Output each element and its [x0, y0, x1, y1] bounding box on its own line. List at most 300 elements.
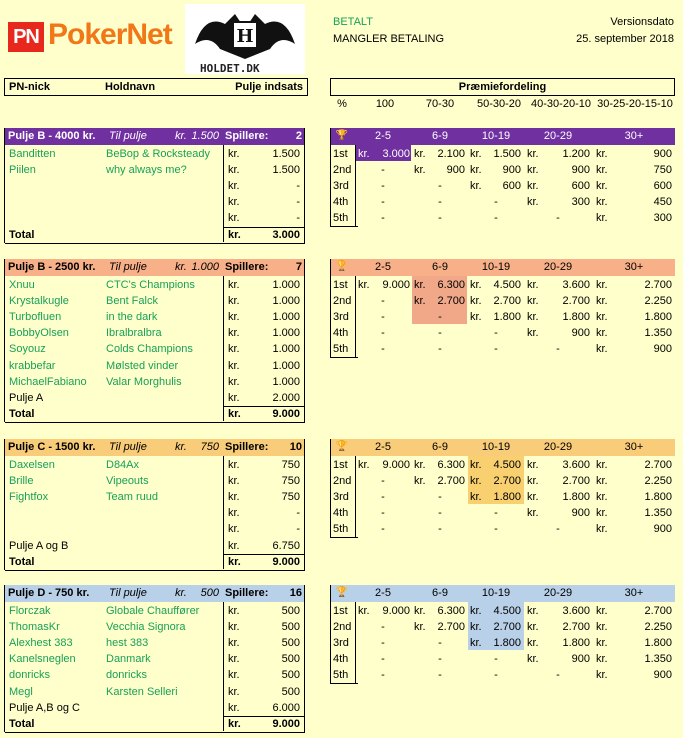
place-label: 3rd	[333, 311, 349, 324]
prize-empty: -	[438, 180, 442, 193]
team-name: Mølsted vinder	[106, 359, 179, 372]
amount-kr: kr.	[228, 311, 240, 324]
total-label: Total	[9, 717, 35, 730]
split-70-30: 70-30	[425, 98, 455, 110]
prize-value: 1.350	[644, 507, 672, 520]
prize-empty: -	[381, 669, 385, 682]
prize-kr: kr.	[414, 459, 426, 471]
total-underline	[5, 732, 305, 733]
player-nick: Kanelsneglen	[9, 653, 76, 666]
prize-value: 2.700	[493, 475, 521, 488]
prize-kr: kr.	[358, 605, 370, 617]
prize-value: 3.000	[382, 148, 410, 160]
prize-value: 9.000	[382, 459, 410, 471]
team-name: Vipeouts	[106, 475, 149, 488]
bracket-20-29: 20-29	[543, 587, 573, 599]
col-divider	[223, 145, 224, 242]
player-nick: Banditten	[9, 148, 56, 160]
total-label: Total	[9, 228, 35, 241]
amount-value: 750	[281, 491, 300, 504]
prize-empty: -	[438, 523, 442, 536]
player-nick: Turbofluen	[9, 311, 62, 324]
trophy-icon: 🏆	[335, 441, 349, 452]
amount-value: 500	[281, 605, 300, 617]
player-nick: Pulje A,B og C	[9, 701, 80, 714]
team-name: in the dark	[106, 311, 158, 324]
prize-empty: -	[381, 491, 385, 504]
prize-value: 2.700	[493, 295, 521, 308]
prize-kr: kr.	[414, 295, 426, 308]
prize-kr: kr.	[596, 491, 608, 504]
prize-value: 300	[571, 196, 590, 209]
prize-empty: -	[494, 669, 498, 682]
amount-value: -	[296, 196, 300, 209]
col-divider	[4, 585, 5, 732]
prize-value: 2.700	[644, 605, 672, 617]
til-pulje-kr: kr.	[175, 261, 187, 273]
amount-kr: kr.	[228, 523, 240, 536]
prize-value: 6.300	[437, 279, 465, 291]
amount-kr: kr.	[228, 212, 240, 225]
trophy-icon: 🏆	[335, 130, 349, 141]
prize-value: 450	[653, 196, 672, 209]
team-name: Globale Chauffører	[106, 605, 200, 617]
prize-empty: -	[381, 212, 385, 225]
prize-kr: kr.	[470, 475, 482, 488]
prize-empty: -	[381, 637, 385, 650]
team-name: Ibralbralbra	[106, 327, 162, 340]
prize-kr: kr.	[527, 605, 539, 617]
prize-kr: kr.	[414, 621, 426, 634]
team-name: BeBop & Rocksteady	[106, 148, 210, 160]
prize-kr: kr.	[596, 311, 608, 324]
team-name: D84Ax	[106, 459, 140, 471]
prize-kr: kr.	[596, 196, 608, 209]
col-divider	[304, 585, 305, 732]
prize-kr: kr.	[527, 475, 539, 488]
prize-kr: kr.	[596, 295, 608, 308]
amount-kr: kr.	[228, 475, 240, 488]
prize-value: 1.800	[562, 637, 590, 650]
bracket-2-5: 2-5	[375, 261, 391, 273]
prize-split-row	[330, 96, 675, 112]
prize-value: 1.800	[562, 311, 590, 324]
player-nick: Piilen	[9, 164, 36, 177]
players-label: Spillere:	[225, 261, 269, 273]
amount-value: 750	[281, 459, 300, 471]
prize-value: 900	[653, 148, 672, 160]
prize-value: 600	[653, 180, 672, 193]
player-nick: Daxelsen	[9, 459, 55, 471]
pct-label: %	[337, 98, 347, 110]
place-label: 4th	[333, 653, 349, 666]
til-pulje-label: Til pulje	[109, 587, 147, 599]
prize-value: 900	[571, 164, 590, 177]
total-underline	[5, 422, 305, 423]
prize-value: 600	[571, 180, 590, 193]
prize-value: 900	[653, 343, 672, 356]
prize-empty: -	[381, 523, 385, 536]
prize-kr: kr.	[596, 279, 608, 291]
bracket-6-9: 6-9	[432, 587, 448, 599]
prize-kr: kr.	[527, 621, 539, 634]
pool-header-bar	[5, 128, 305, 145]
prize-empty: -	[381, 621, 385, 634]
amount-kr: kr.	[228, 359, 240, 372]
prize-kr: kr.	[527, 327, 539, 340]
total-label: Total	[9, 555, 35, 568]
prize-kr: kr.	[414, 148, 426, 160]
prize-empty: -	[438, 311, 442, 324]
bracket-30+: 30+	[624, 130, 644, 142]
prize-kr: kr.	[596, 180, 608, 193]
bracket-30+: 30+	[624, 261, 644, 273]
prize-value: 2.700	[437, 621, 465, 634]
holdet-label: HOLDET.DK	[200, 62, 260, 75]
column-header	[4, 78, 308, 96]
player-nick: Xnuu	[9, 279, 35, 291]
amount-kr: kr.	[228, 621, 240, 634]
amount-kr: kr.	[228, 375, 240, 388]
players-count: 16	[289, 587, 302, 599]
total-value: 9.000	[272, 717, 300, 730]
col-divider	[223, 602, 224, 731]
prize-empty: -	[494, 523, 498, 536]
amount-kr: kr.	[228, 605, 240, 617]
place-label: 4th	[333, 196, 349, 209]
prize-kr: kr.	[596, 164, 608, 177]
prize-empty: -	[438, 343, 442, 356]
place-label: 2nd	[333, 475, 352, 488]
player-nick: Fightfox	[9, 491, 49, 504]
til-pulje-kr: kr.	[175, 130, 187, 142]
player-nick: donricks	[9, 669, 50, 682]
legend-paid: BETALT	[333, 16, 373, 28]
prize-empty: -	[438, 212, 442, 225]
pokernet-logo-text: PokerNet	[48, 18, 172, 51]
player-nick: Pulje A og B	[9, 539, 69, 552]
player-nick: Megl	[9, 685, 33, 698]
bracket-30+: 30+	[624, 587, 644, 599]
col-divider	[4, 259, 5, 422]
prize-kr: kr.	[596, 327, 608, 340]
player-nick: MichaelFabiano	[9, 375, 87, 388]
prize-value: 2.250	[644, 475, 672, 488]
prize-value: 2.700	[437, 475, 465, 488]
prize-empty: -	[494, 653, 498, 666]
prize-value: 1.800	[493, 311, 521, 324]
til-pulje-label: Til pulje	[109, 261, 147, 273]
prize-empty: -	[556, 212, 560, 225]
prize-value: 3.600	[562, 605, 590, 617]
prize-empty: -	[381, 180, 385, 193]
prize-kr: kr.	[527, 148, 539, 160]
prize-empty: -	[438, 669, 442, 682]
prize-header-bar	[330, 585, 675, 602]
prize-value: 900	[502, 164, 521, 177]
total-kr: kr.	[228, 407, 241, 420]
place-label: 3rd	[333, 180, 349, 193]
prize-kr: kr.	[470, 621, 482, 634]
pool-header-bar	[5, 585, 305, 602]
bracket-2-5: 2-5	[375, 587, 391, 599]
prize-kr: kr.	[596, 148, 608, 160]
split-100: 100	[375, 98, 395, 110]
prize-empty: -	[381, 327, 385, 340]
prize-kr: kr.	[596, 523, 608, 536]
split-50-30-20: 50-30-20	[476, 98, 522, 110]
player-nick: Florczak	[9, 605, 51, 617]
col-divider	[304, 439, 305, 570]
prize-value: 900	[653, 669, 672, 682]
version-label: Versionsdato	[610, 16, 674, 28]
total-label: Total	[9, 407, 35, 420]
prize-value: 2.700	[644, 459, 672, 471]
amount-kr: kr.	[228, 491, 240, 504]
prize-value: 1.200	[562, 148, 590, 160]
team-name: Team ruud	[106, 491, 158, 504]
prize-kr: kr.	[527, 653, 539, 666]
prize-kr: kr.	[470, 491, 482, 504]
prize-kr: kr.	[596, 637, 608, 650]
amount-value: 2.000	[272, 391, 300, 404]
prize-kr: kr.	[358, 279, 370, 291]
trophy-icon: 🏆	[335, 261, 349, 272]
pool-header-bar	[5, 439, 305, 456]
prize-header-bar	[330, 128, 675, 145]
til-pulje-amount: 750	[200, 441, 219, 453]
prize-kr: kr.	[596, 343, 608, 356]
prize-kr: kr.	[358, 459, 370, 471]
prize-empty: -	[381, 196, 385, 209]
prize-value: 900	[571, 327, 590, 340]
amount-kr: kr.	[228, 637, 240, 650]
prize-value: 1.800	[493, 491, 521, 504]
prize-kr: kr.	[414, 475, 426, 488]
bracket-10-19: 10-19	[481, 587, 511, 599]
player-nick: Brille	[9, 475, 34, 488]
prize-empty: -	[556, 669, 560, 682]
player-nick: Krystalkugle	[9, 295, 69, 308]
prize-kr: kr.	[470, 295, 482, 308]
prize-kr: kr.	[596, 507, 608, 520]
amount-kr: kr.	[228, 196, 240, 209]
prize-header: Præmiefordeling	[330, 78, 675, 96]
team-name: Karsten Selleri	[106, 685, 178, 698]
amount-value: 1.000	[272, 279, 300, 291]
prize-kr: kr.	[358, 148, 370, 160]
amount-value: 1.000	[272, 343, 300, 356]
amount-value: 6.750	[272, 539, 300, 552]
prize-kr: kr.	[527, 279, 539, 291]
place-label: 4th	[333, 327, 349, 340]
amount-kr: kr.	[228, 685, 240, 698]
prize-empty: -	[381, 164, 385, 177]
prize-value: 750	[653, 164, 672, 177]
prize-kr: kr.	[596, 212, 608, 225]
bracket-10-19: 10-19	[481, 130, 511, 142]
place-label: 1st	[333, 148, 348, 160]
prize-divider	[330, 585, 331, 683]
til-pulje-label: Til pulje	[109, 130, 147, 142]
trophy-icon: 🏆	[335, 587, 349, 598]
til-pulje-kr: kr.	[175, 441, 187, 453]
prize-value: 900	[446, 164, 465, 177]
col-nick: PN-nick	[9, 81, 50, 93]
place-label: 4th	[333, 507, 349, 520]
amount-kr: kr.	[228, 391, 240, 404]
prize-kr: kr.	[596, 605, 608, 617]
prize-kr: kr.	[527, 311, 539, 324]
players-label: Spillere:	[225, 587, 269, 599]
prize-kr: kr.	[596, 621, 608, 634]
prize-value: 2.700	[562, 621, 590, 634]
prize-kr: kr.	[470, 311, 482, 324]
prize-value: 2.250	[644, 621, 672, 634]
place-label: 5th	[333, 343, 349, 356]
amount-value: 500	[281, 621, 300, 634]
amount-kr: kr.	[228, 669, 240, 682]
prize-value: 2.700	[437, 295, 465, 308]
amount-value: 1.000	[272, 311, 300, 324]
prize-kr: kr.	[470, 459, 482, 471]
amount-value: -	[296, 523, 300, 536]
prize-value: 9.000	[382, 605, 410, 617]
place-label: 1st	[333, 459, 348, 471]
amount-value: 1.000	[272, 327, 300, 340]
place-label: 5th	[333, 212, 349, 225]
amount-kr: kr.	[228, 701, 240, 714]
prize-divider	[355, 602, 356, 683]
amount-kr: kr.	[228, 327, 240, 340]
amount-kr: kr.	[228, 507, 240, 520]
til-pulje-label: Til pulje	[109, 441, 147, 453]
team-name: why always me?	[106, 164, 187, 177]
col-divider	[223, 456, 224, 569]
prize-divider	[355, 276, 356, 357]
prize-value: 1.350	[644, 327, 672, 340]
prize-empty: -	[556, 343, 560, 356]
total-underline	[5, 243, 305, 244]
prize-empty: -	[438, 653, 442, 666]
team-name: Danmark	[106, 653, 151, 666]
amount-value: 1.000	[272, 295, 300, 308]
prize-kr: kr.	[527, 164, 539, 177]
amount-kr: kr.	[228, 279, 240, 291]
prize-value: 2.100	[437, 148, 465, 160]
team-name: hest 383	[106, 637, 149, 650]
prize-kr: kr.	[470, 164, 482, 177]
legend-unpaid: MANGLER BETALING	[333, 33, 445, 45]
bracket-20-29: 20-29	[543, 261, 573, 273]
prize-value: 6.300	[437, 605, 465, 617]
pool-title: Pulje B - 4000 kr.	[8, 130, 96, 142]
prize-kr: kr.	[596, 459, 608, 471]
place-label: 1st	[333, 279, 348, 291]
total-divider	[224, 406, 304, 407]
col-divider	[4, 439, 5, 570]
prize-empty: -	[438, 196, 442, 209]
prize-empty: -	[381, 507, 385, 520]
bracket-30+: 30+	[624, 441, 644, 453]
team-name: Valar Morghulis	[106, 375, 182, 388]
prize-header-bar	[330, 439, 675, 456]
prize-empty: -	[381, 653, 385, 666]
col-divider	[304, 128, 305, 243]
prize-kr: kr.	[596, 475, 608, 488]
total-value: 3.000	[272, 228, 300, 241]
place-label: 3rd	[333, 491, 349, 504]
place-label: 1st	[333, 605, 348, 617]
split-30-25-20-15-10: 30-25-20-15-10	[597, 98, 673, 110]
prize-value: 6.300	[437, 459, 465, 471]
bracket-6-9: 6-9	[432, 261, 448, 273]
amount-kr: kr.	[228, 343, 240, 356]
prize-kr: kr.	[527, 459, 539, 471]
bracket-10-19: 10-19	[481, 261, 511, 273]
prize-kr: kr.	[527, 180, 539, 193]
amount-value: -	[296, 507, 300, 520]
prize-kr: kr.	[470, 279, 482, 291]
amount-kr: kr.	[228, 164, 240, 177]
col-pool-stake: Pulje indsats	[235, 81, 303, 93]
players-count: 10	[289, 441, 302, 453]
amount-value: 1.500	[272, 148, 300, 160]
pool-title: Pulje B - 2500 kr.	[8, 261, 96, 273]
players-label: Spillere:	[225, 130, 269, 142]
place-label: 2nd	[333, 295, 352, 308]
total-divider	[224, 554, 304, 555]
prize-value: 900	[571, 653, 590, 666]
prize-empty: -	[438, 637, 442, 650]
split-40-30-20-10: 40-30-20-10	[531, 98, 591, 110]
prize-divider	[330, 128, 331, 226]
prize-kr: kr.	[527, 507, 539, 520]
amount-value: 500	[281, 685, 300, 698]
prize-empty: -	[438, 507, 442, 520]
til-pulje-amount: 500	[200, 587, 219, 599]
prize-value: 1.800	[644, 491, 672, 504]
pool-header-bar	[5, 259, 305, 276]
total-kr: kr.	[228, 555, 241, 568]
prize-value: 2.700	[493, 621, 521, 634]
amount-value: 500	[281, 669, 300, 682]
prize-kr: kr.	[470, 148, 482, 160]
total-value: 9.000	[272, 407, 300, 420]
prize-empty: -	[381, 311, 385, 324]
prize-value: 300	[653, 212, 672, 225]
prize-value: 1.800	[644, 637, 672, 650]
prize-kr: kr.	[414, 279, 426, 291]
amount-value: -	[296, 212, 300, 225]
amount-value: 500	[281, 637, 300, 650]
prize-value: 2.700	[644, 279, 672, 291]
prize-empty: -	[381, 295, 385, 308]
players-label: Spillere:	[225, 441, 269, 453]
team-name: CTC's Champions	[106, 279, 195, 291]
svg-text:H: H	[236, 26, 254, 47]
place-label: 2nd	[333, 621, 352, 634]
bracket-20-29: 20-29	[543, 130, 573, 142]
prize-empty: -	[494, 507, 498, 520]
prize-value: 900	[571, 507, 590, 520]
prize-kr: kr.	[527, 637, 539, 650]
team-name: Vecchia Signora	[106, 621, 186, 634]
team-name: Colds Champions	[106, 343, 193, 356]
col-divider	[304, 259, 305, 422]
prize-empty: -	[381, 475, 385, 488]
bracket-2-5: 2-5	[375, 130, 391, 142]
